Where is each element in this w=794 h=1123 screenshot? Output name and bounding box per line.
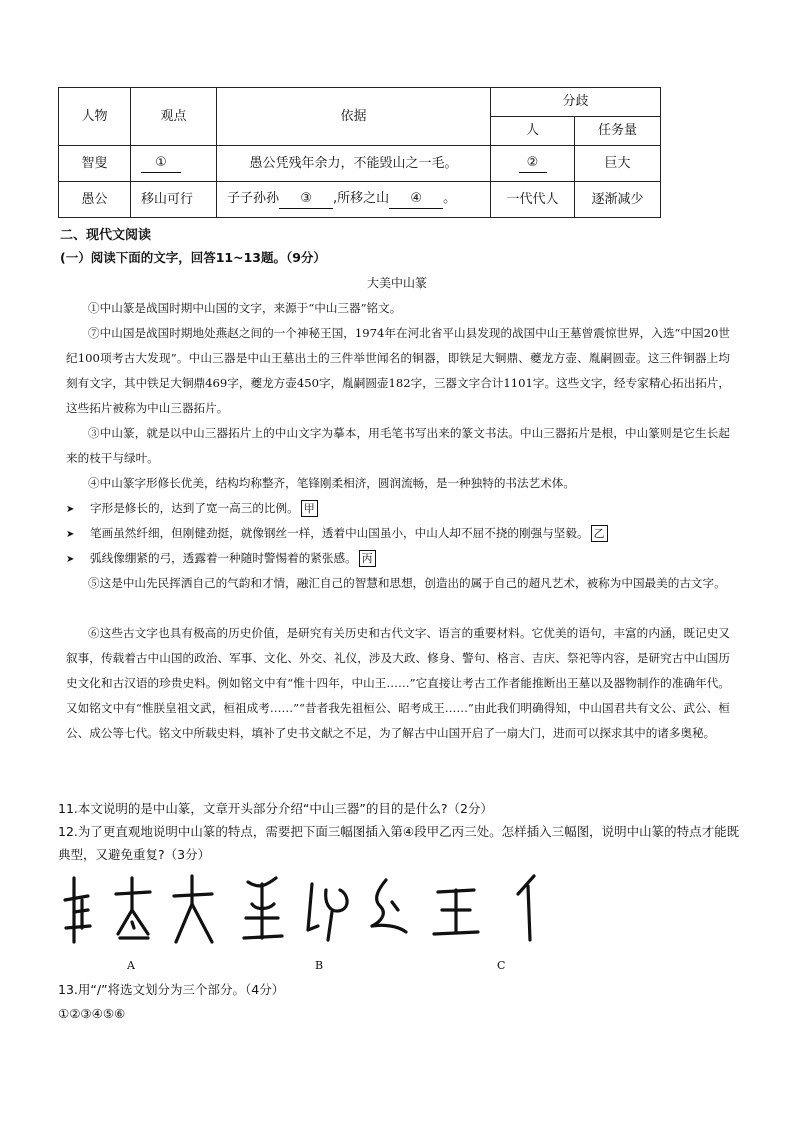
row2-workload: 逐渐减少: [575, 182, 661, 218]
section-heading: 二、现代文阅读: [60, 228, 152, 243]
comparison-table: [58, 87, 661, 218]
row1-person: 智叟: [59, 146, 131, 182]
blank-4: ④: [389, 190, 443, 209]
question-11: 11.本文说明的是中山篆，文章开头部分介绍“中山三器”的目的是什么?（2分）: [58, 801, 493, 816]
figure-label-c: C: [497, 959, 506, 972]
seal-glyph-8: [518, 876, 534, 940]
paragraph-6: ⑥这些古文字也具有极高的历史价值，是研究有关历史和古代文字、语言的重要材料。它优美的语句，丰富的内涵，既记史又叙事，传载着古中山国的政治、军事、文化、外交、礼仪，涉及大政、修身、警句、格言、吉庆、祭祀等内容，是研究古中山国历史文化和古汉语的珍贵史料。例如铭文中有“惟十四年，中山王……”它直接让考古工作者能推断出王墓以及器物制作的准确年代。又如铭文中有“惟朕皇祖文武，桓祖成考……”“昔者我先祖桓公、昭考成王……”由此我们明确得知，中山国君共有文公、武公、桓公、成公等七代。铭文中所载史料，填补了史书文献之不足，为了解古中山国开启了一扇大门，进而可以探求其中的诸多奥秘。: [66, 626, 730, 740]
row2-basis-suffix: 。: [443, 191, 457, 206]
slot-box: 乙: [591, 525, 608, 542]
article-title: 大美中山篆: [366, 276, 427, 290]
seal-glyph-4: [244, 878, 282, 938]
row2-basis: [217, 182, 491, 218]
row2-basis-prefix: 子子孙孙: [227, 191, 280, 206]
question-13: 13.用“/”将选文划分为三个部分。（4分）: [58, 982, 285, 997]
row2-person: 愚公: [59, 182, 131, 218]
seal-glyph-2: [116, 878, 150, 938]
paragraph-3: ③中山篆，就是以中山三器拓片上的中山文字为摹本，用毛笔书写出来的篆文书法。中山三器拓片是根，中山篆则是它生长起来的枝干与绿叶。: [66, 426, 730, 465]
row1-basis: 愚公凭残年余力，不能毁山之一毛。: [217, 146, 491, 182]
seal-glyph-6: [372, 880, 406, 932]
row2-view: 移山可行: [131, 182, 217, 218]
arrow-bullet-icon: ➤: [66, 504, 75, 515]
paragraph-1: ①中山篆是战国时期中山国的文字，来源于“中山三器”铭文。: [88, 301, 402, 315]
row2-people: 一代代人: [491, 182, 575, 218]
bullet-item: ➤ 字形是修长的，达到了宽一高三的比例。 甲: [66, 496, 730, 522]
section-subheading: (一）阅读下面的文字，回答11~13题。（9分）: [60, 250, 326, 265]
blank-1: ①: [141, 154, 181, 173]
header-person: 人物: [59, 88, 131, 146]
seal-glyph-3: [174, 876, 212, 942]
slot-box: 丙: [359, 550, 376, 567]
bullet-item: ➤ 笔画虽然纤细，但刚健劲挺，就像钢丝一样，透着中山国虽小，中山人却不屈不挠的刚强与坚毅。 乙: [66, 521, 730, 547]
figure-label-b: B: [315, 959, 324, 972]
paragraph-markers: ①②③④⑤⑥: [58, 1006, 126, 1021]
figure-label-a: A: [127, 959, 135, 972]
seal-glyph-1: [65, 878, 90, 942]
header-workload: 任务量: [575, 117, 661, 146]
arrow-bullet-icon: ➤: [66, 554, 75, 565]
seal-script-figures: [62, 870, 582, 950]
header-divergence: 分歧: [491, 88, 661, 117]
row2-basis-mid: ,所移之山: [333, 191, 390, 206]
question-12: 12.为了更直观地说明中山篆的特点，需要把下面三幅图插入第④段甲乙丙三处。怎样插入三幅图，说明中山篆的特点才能既典型，又避免重复?（3分）: [58, 824, 740, 862]
paragraph-4: ④中山篆字形修长优美，结构均称整齐，笔锋刚柔相济，圆润流畅，是一种独特的书法艺术体。: [88, 476, 575, 490]
seal-glyph-5: [308, 884, 347, 940]
slot-box: 甲: [301, 500, 318, 517]
header-people: 人: [491, 117, 575, 146]
row1-view: [131, 146, 217, 182]
row1-workload: 巨大: [575, 146, 661, 182]
blank-3: ③: [279, 190, 333, 209]
arrow-bullet-icon: ➤: [66, 529, 75, 540]
seal-glyph-7: [434, 890, 478, 934]
row1-people: [491, 146, 575, 182]
paragraph-5: ⑤这是中山先民挥洒自己的气韵和才情，融汇自己的智慧和思想，创造出的属于自己的超凡艺术，被称为中国最美的古文字。: [88, 576, 726, 590]
blank-2: ②: [519, 154, 547, 173]
bullet-item: ➤ 弧线像绷紧的弓，透露着一种随时警惕着的紧张感。 丙: [66, 546, 730, 572]
header-view: 观点: [131, 88, 217, 146]
header-basis: 依据: [217, 88, 491, 146]
paragraph-2: ⑦中山国是战国时期地处燕赵之间的一个神秘王国，1974年在河北省平山县发现的战国中山王墓曾震惊世界，入选“中国20世纪100项考古大发现”。中山三器是中山王墓出土的三件举世闻名的铜器，即铁足大铜鼎、夔龙方壶、胤嗣圆壶。这三件铜器上均刻有文字，其中铁足大铜鼎469字，夔龙方壶450字，胤嗣圆壶182字，三器文字合计1101字。这些文字，经专家精心拓出拓片，这些拓片被称为中山三器拓片。: [66, 326, 730, 415]
